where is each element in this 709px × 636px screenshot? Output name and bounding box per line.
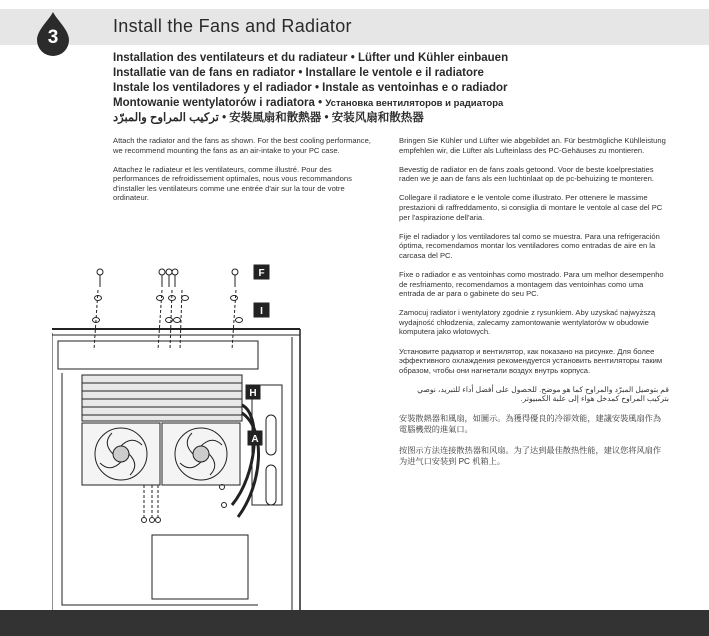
- instruction-pt: Fixe o radiador e as ventoinhas como mostrado. Para um melhor desempenho de resfriamento, recomendamos a montagem das ventoinhas como uma entrada de ar para o gabinete do seu PC.: [399, 269, 664, 299]
- translation-line: Installation des ventilateurs et du radiateur • Lüfter und Kühler einbauen: [113, 52, 509, 64]
- step-number: 3: [47, 27, 59, 48]
- instruction-es: Fije el radiador y los ventiladores tal como se muestra. Para una refrigeración óptima, recomendamos montar los ventiladores como entradas de aire en la carcasa del PC.: [399, 231, 660, 260]
- washer-icon: [93, 296, 243, 323]
- instruction-en: Attach the radiator and the fans as shown. For the best cooling performance, we recommend mounting the fans as an air-intake to your PC case.: [113, 136, 371, 155]
- instruction-pl: Zamocuj radiator i wentylatory zgodnie z rysunkiem. Aby uzyskać najwyższą wydajność chłodzenia, zalecamy zamontowanie wentylatorów w obudowie komputera jako wlotowych.: [399, 308, 656, 337]
- translation-ru: Установка вентиляторов и радиатора: [325, 98, 504, 109]
- instruction-zh-cn: 按图示方法连接散热器和风扇。为了达到最佳散热性能，建议您将风扇作为进气口安装到 PC 机箱上。: [399, 445, 662, 466]
- screw-icon: [142, 485, 227, 523]
- installation-diagram: [52, 255, 312, 611]
- radiator: [82, 375, 242, 421]
- footer-bar: [0, 610, 709, 636]
- translation-pl: Montowanie wentylatorów i radiatora •: [113, 97, 326, 109]
- instructions-left-column: [113, 136, 375, 213]
- label-i: I: [260, 306, 263, 317]
- page-title: Install the Fans and Radiator: [113, 16, 352, 36]
- instruction-fr: Attachez le radiateur et les ventilateurs, comme illustré. Pour des performances de refroidissement optimales, nous vous recommandons d'installer les ventilateurs comme une entrée d'air sur la tour de votre ordinateur.: [113, 164, 352, 203]
- instruction-ru: Установите радиатор и вентилятор, как показано на рисунке. Для более эффективного охлаждения рекомендуется установить вентиляторы таким образом, чтобы они нагнетали воздух внутрь корпуса.: [399, 346, 663, 375]
- label-f: F: [258, 268, 265, 279]
- instruction-de: Bringen Sie Kühler und Lüfter wie abgebildet an. Für bestmögliche Kühlleistung empfehlen wir, die Lüfter als Lufteinlass des PC-Gehäuses zu montieren.: [399, 136, 666, 155]
- translation-line: Installatie van de fans en radiator • Installare le ventole e il radiatore: [113, 67, 484, 79]
- instruction-zh-tw: 安裝散熱器和風扇，如圖示。為獲得優良的冷卻效能，建議安裝風扇作為電腦機殼的進氣口。: [399, 414, 662, 435]
- title-translations: [113, 51, 673, 126]
- instructions-right-column: [399, 136, 669, 476]
- instruction-nl: Bevestig de radiator en de fans zoals getoond. Voor de beste koelprestaties raden we je aan de fans als een luchtinlaat op de pc-behuizing te monteren.: [399, 164, 654, 184]
- fan-icon: [82, 423, 240, 485]
- translation-line: [113, 96, 673, 111]
- translation-line: Instale los ventiladores y el radiador • Instale as ventoinhas e o radiador: [113, 82, 508, 94]
- label-h: H: [249, 388, 257, 399]
- header-bar: [0, 9, 709, 45]
- instruction-ar: قم بتوصيل المبرّد والمراوح كما هو موضح. للحصول على أفضل أداء للتبريد، نوصي بتركيب المراوح كمدخل هواء إلى علبة الكمبيوتر.: [417, 384, 669, 404]
- step-badge: [35, 12, 71, 56]
- translation-line: تركيب المراوح والمبرّد • 安裝風扇和散熱器 • 安装风扇和散热器: [113, 112, 424, 124]
- label-a: A: [251, 434, 259, 445]
- screw-icon: [97, 269, 238, 287]
- instruction-it: Collegare il radiatore e le ventole come illustrato. Per ottenere le massime prestazioni di raffreddamento, si consiglia di montare le ventole al case del PC per l'aspirazione dell'aria.: [399, 193, 663, 222]
